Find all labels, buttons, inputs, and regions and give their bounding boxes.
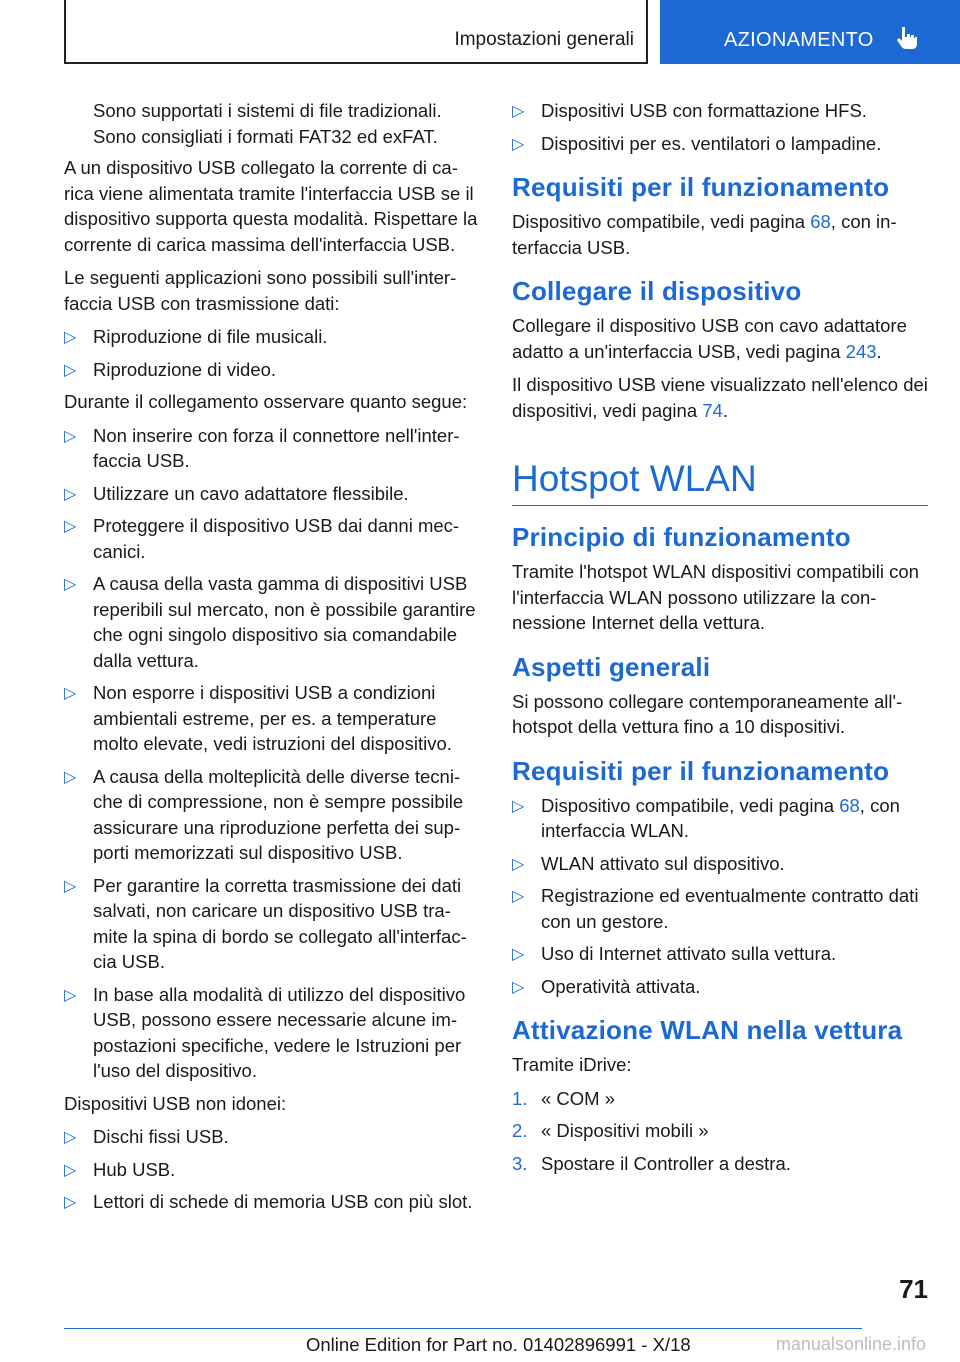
list-item: ▷ Non inserire con forza il connettore nell'interfaccia USB. [64, 424, 460, 471]
requirements-heading-2: Requisiti per il funzionamento [512, 755, 890, 786]
hand-pointer-icon [896, 26, 918, 50]
left-column [64, 98, 478, 1222]
list-item: ▷ Dispositivo compatibile, vedi pagina 68, con interfaccia WLAN. [512, 794, 900, 841]
list-item: ▷ Dischi fissi USB. [64, 1124, 478, 1150]
step-number: 2. [512, 1120, 528, 1141]
list-item: ▷ Non esporre i dispositivi USB a condizioni ambientali estreme, per es. a temperature molto elevate, vedi istruzioni del dispositivo. [64, 682, 452, 754]
step-number: 3. [512, 1152, 528, 1174]
applications-list [64, 324, 478, 382]
list-item: ▷ Dispositivi per es. ventilatori o lampadine. [512, 131, 928, 157]
page-link[interactable]: 68 [810, 211, 831, 232]
shown-text: Il dispositivo USB viene visualizzato nell'elenco dei dispositivi, vedi pagina 74. [512, 374, 928, 421]
list-item: ▷ A causa della vasta gamma di dispositivi USB reperibili sul mercato, non è possibile garantire che ogni singolo dispositivo sia comandabile dalla vettura. [64, 573, 476, 671]
connect-text: Collegare il dispositivo USB con cavo adattatore adatto a un'interfaccia USB, vedi pagina 243. [512, 315, 907, 362]
triangle-bullet-icon: ▷ [512, 797, 525, 815]
connection-paragraph: Durante il collegamento osservare quanto segue: [64, 391, 468, 412]
requirements-list [512, 793, 928, 1000]
applications-paragraph: Le seguenti applicazioni sono possibili sull'interfaccia USB con trasmissione dati: [64, 267, 457, 314]
right-column [512, 98, 928, 1183]
triangle-bullet-icon: ▷ [64, 576, 77, 593]
triangle-bullet-icon: ▷ [64, 768, 77, 786]
triangle-bullet-icon: ▷ [64, 1161, 77, 1179]
triangle-bullet-icon: ▷ [512, 135, 525, 153]
list-item: ▷ Utilizzare un cavo adattatore flessibile. [64, 481, 478, 507]
general-text: Si possono collegare contemporaneamente all'hotspot della vettura fino a 10 dispositivi. [512, 690, 903, 737]
requirements-heading: Requisiti per il funzionamento [512, 172, 890, 202]
triangle-bullet-icon: ▷ [512, 855, 525, 873]
connect-heading: Collegare il dispositivo [512, 276, 802, 306]
list-item: ▷ Operatività attivata. [512, 974, 928, 1000]
triangle-bullet-icon: ▷ [512, 978, 525, 996]
triangle-bullet-icon: ▷ [64, 1194, 77, 1211]
triangle-bullet-icon: ▷ [512, 888, 525, 905]
triangle-bullet-icon: ▷ [64, 518, 77, 535]
watermark: manualsonline.info [775, 1334, 926, 1354]
list-item: ▷ In base alla modalità di utilizzo del dispositivo USB, possono essere necessarie alcune impostazioni specifiche, vedere le Istruzioni per l'uso del dispositivo. [64, 983, 466, 1081]
chapter-title: AZIONAMENTO [724, 29, 874, 51]
triangle-bullet-icon: ▷ [64, 1129, 77, 1146]
requirements-text: Dispositivo compatibile, vedi pagina 68, con interfaccia USB. [512, 211, 897, 258]
charging-paragraph: A un dispositivo USB collegato la corrente di carica viene alimentata tramite l'interfaccia USB se il dispositivo supporta questa modalità. Rispettare la corrente di carica massima dell'interfaccia USB. [64, 157, 478, 255]
list-item: ▷ Riproduzione di file musicali. [64, 324, 478, 350]
unsuitable-list [64, 1124, 478, 1215]
list-item: ▷ Lettori di schede di memoria USB con più slot. [64, 1189, 478, 1215]
list-item: ▷ Per garantire la corretta trasmissione dei dati salvati, non caricare un dispositivo USB tramite la spina di bordo se collegato all'interfaccia USB. [64, 874, 467, 972]
list-item: ▷ Riproduzione di video. [64, 357, 478, 383]
activation-intro: Tramite iDrive: [512, 1054, 632, 1075]
activation-heading: Attivazione WLAN nella vettura [512, 1015, 903, 1045]
hotspot-heading: Hotspot WLAN [512, 458, 757, 499]
general-heading: Aspetti generali [512, 651, 711, 682]
header-section [64, 0, 648, 64]
list-item: ▷ Registrazione ed eventualmente contratto dati con un gestore. [512, 885, 919, 932]
edition-text: Online Edition for Part no. 01402896991 - X/18 [306, 1334, 691, 1355]
list-item: ▷ Hub USB. [64, 1157, 478, 1183]
notes-list [64, 423, 478, 1084]
step-item: 2. « Dispositivi mobili » [512, 1118, 928, 1144]
unsuitable-list-continued [512, 98, 928, 156]
list-item: ▷ Proteggere il dispositivo USB dai danni meccanici. [64, 515, 460, 562]
hotspot-heading-wrap [512, 431, 928, 506]
page-number: 71 [899, 1274, 928, 1304]
header-chapter[interactable] [660, 0, 960, 64]
steps-list [512, 1086, 928, 1177]
triangle-bullet-icon: ▷ [64, 485, 77, 503]
footer-divider [64, 1328, 862, 1329]
triangle-bullet-icon: ▷ [64, 329, 77, 346]
list-item: ▷ WLAN attivato sul dispositivo. [512, 851, 928, 877]
triangle-bullet-icon: ▷ [64, 427, 77, 445]
triangle-bullet-icon: ▷ [64, 361, 77, 379]
triangle-bullet-icon: ▷ [64, 986, 77, 1004]
triangle-bullet-icon: ▷ [64, 685, 77, 702]
step-item: 1. « COM » [512, 1086, 928, 1112]
triangle-bullet-icon: ▷ [512, 946, 525, 963]
principle-heading: Principio di funzionamento [512, 522, 851, 552]
triangle-bullet-icon: ▷ [512, 103, 525, 120]
section-title: Impostazioni generali [454, 29, 634, 50]
step-item: 3. Spostare il Controller a destra. [512, 1151, 928, 1177]
list-item: ▷ Uso di Internet attivato sulla vettura. [512, 941, 928, 967]
page-link[interactable]: 74 [702, 399, 723, 421]
triangle-bullet-icon: ▷ [64, 877, 77, 895]
page-link[interactable]: 243 [845, 340, 877, 362]
page-link[interactable]: 68 [839, 794, 860, 816]
step-number: 1. [512, 1087, 528, 1109]
unsuitable-paragraph: Dispositivi USB non idonei: [64, 1092, 287, 1114]
list-item: ▷ A causa della molteplicità delle diverse tecniche di compressione, non è sempre possibile assicurare una riproduzione perfetta dei supporti memorizzati sul dispositivo USB. [64, 765, 464, 863]
list-item: ▷ Dispositivi USB con formattazione HFS. [512, 98, 928, 124]
intro-text: Sono supportati i sistemi di file tradizionali. Sono consigliati i formati FAT32 ed exFAT. [93, 100, 442, 147]
principle-text: Tramite l'hotspot WLAN dispositivi compatibili con l'interfaccia WLAN possono utilizzare la connessione Internet della vettura. [512, 561, 919, 633]
